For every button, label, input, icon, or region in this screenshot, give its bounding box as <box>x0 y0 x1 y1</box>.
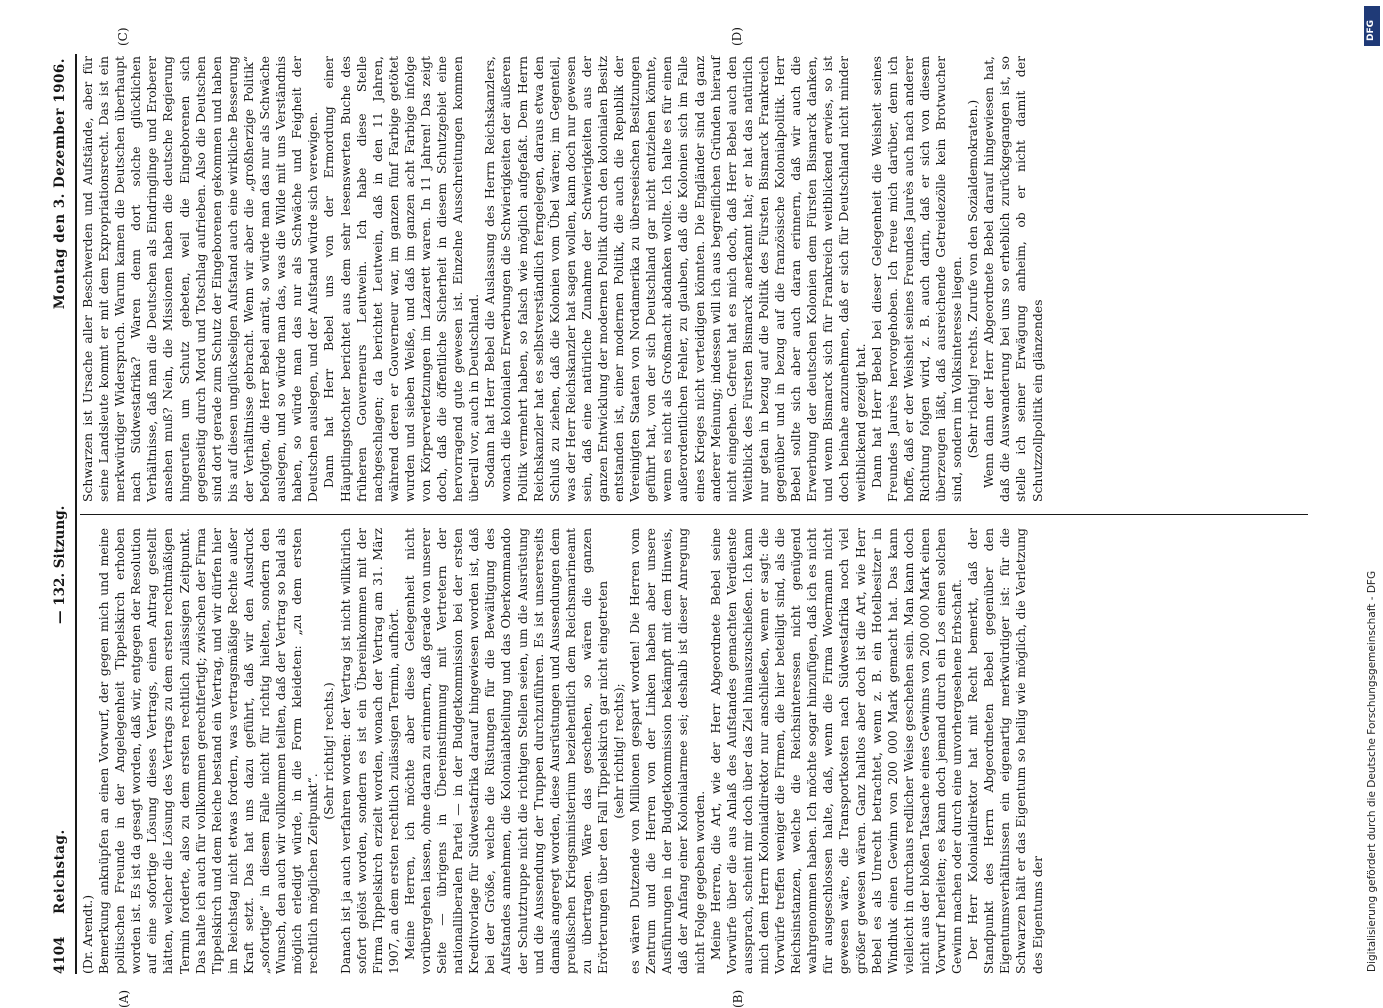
right-column-paragraph: Schwarzen ist Ursache aller Beschwerden und Aufstände, aber für seine Landsleute kommt er mit dem Expropriationsrecht. Das ist ein merkwürdiger Widerspruch. Warum kamen die Deutschen überhaupt nach Südwestafrika? Waren denn dort solche glücklichen Verhältnisse, daß man die Deutschen als Eindringlinge und Eroberer ansehen muß? Nein, die Missionen haben die deutsche Regierung hingerufen um Schutz gebeten, weil die Eingeborenen sich gegenseitig durch Mord und Totschlag aufrieben. Also die Deutschen sind dort gerade zum Schutz der Eingeborenen gekommen und haben bis auf diesen unglückseligen Aufstand auch eine wirkliche Besserung der Verhältnisse gebracht. Wenn wir aber die „großherzige Politik“ befolgten, die Herr Bebel anrät, so würde man das nur als Schwäche auslegen, und so würde man das, was die Wilde mit uns Verständnis haben, so würde man das nur als Schwäche und Feigheit der Deutschen auslegen, und der Aufstand würde sich verewigen. <box>80 56 321 502</box>
running-title-date: Montag den 3. Dezember 1906. <box>52 58 68 310</box>
right-column-paragraph: Dann hat Herr Bebel bei dieser Gelegenheit die Weisheit seines Freundes Jaurès hervorgehoben. Ich freue mich darüber, denn ich hoffe, daß er der Weisheit seines Freundes Jaurès auch nach anderer Richtung folgen wird, z. B. auch darin, daß er sich von diesem überzeugen läßt, daß ausreichende Getreidezölle kein Brotwucher sind, sondern im Volksinteresse liegen. <box>868 56 965 502</box>
left-column-paragraph: (Sehr richtig! rechts.) <box>321 682 337 820</box>
left-column-paragraph: (Dr. Arendt.) <box>80 894 95 974</box>
left-column-paragraph: Meine Herren, ich möchte aber diese Gelegenheit nicht vorübergehen lassen, ohne daran zu erinnern, daß gerade von unserer Seite — übrigens in Übereinstimmung mit Vertretern der nationalliberalen Partei — in der Budgetkommission bei der ersten Kreditvorlage für Südwestafrika darauf hingewiesen worden ist, daß bei der Größe, welche die Rüstungen für die Bewältigung des Aufstandes annehmen, die Kolonialabteilung und das Oberkommando der Schutztruppe nicht die richtigen Stellen seien, um die Ausrüstung und die Aussendung der Truppen durchzuführen. Es ist unsererseits damals angeregt worden, diese Ausrüstungen und Aussendungen dem preußischen Kriegsministerium beziehentlich dem Reichsmarineamt zu übertragen. Wäre das geschehen, so wären die ganzen Erörterungen über den Fall Tippelskirch gar nicht eingetreten <box>401 528 610 974</box>
left-column-paragraph: es wären Dutzende von Millionen gespart worden! Die Herren vom Zentrum und die Herren von der Linken haben aber unsere Ausführungen in der Budgetkommission bekämpft mit dem Hinweis, daß der Anfang einer Kolonialarmee sei; deshalb ist dieser Anregung nicht Folge gegeben worden. <box>627 528 707 974</box>
margin-marker-a: (A) <box>117 989 131 1008</box>
right-column-paragraph: Dann hat Herr Bebel uns von der Ermordung einer Häuptlingstochter berichtet aus dem sehr lesenswerten Buche des früheren Gouverneurs Leutwein. Ich habe diese Stelle nachgeschlagen; da berichtet Leutwein, daß in den 11 Jahren, während deren er Gouverneur war, im ganzen fünf Farbige getötet wurden und sieben Weiße, und daß im ganzen acht Farbige infolge von Körperverletzungen im Lazarett waren. In 11 Jahren! Das zeigt doch, daß die öffentliche Sicherheit in diesem Schutzgebiet eine hervorragend gute gewesen ist. Einzelne Ausschreitungen kommen überall vor, auch in Deutschland. <box>321 56 482 502</box>
rotated-page-content <box>50 27 1320 1008</box>
header-rule <box>75 54 77 974</box>
left-column-paragraph: Meine Herren, die Art, wie der Herr Abgeordnete Bebel seine Vorwürfe über die aus Anlaß des Aufstandes gemachten Verdienste aussprach, scheint mir doch über das Ziel hinauszuschießen. Ich kann mich dem Herrn Kolonialdirektor nur anschließen, wenn er sagt: die Vorwürfe treffen weniger die Firmen, die hier beteiligt sind, als die Reichsinstanzen, welche die Reichsinteressen nicht genügend wahrgenommen haben. Ich möchte sogar hinzufügen, daß ich es nicht für ausgeschlossen halte, daß, wenn die Firma Woermann nicht gewesen wäre, die Transportkosten nach Südwestafrika noch viel größer gewesen wären. Ganz haltlos aber doch ist die Art, wie Herr Bebel es als Unrecht betrachtet, wenn z. B. ein Hotelbesitzer in Windhuk einen Gewinn von 200 000 Mark gemacht hat. Das kann vielleicht in durchaus redlicher Weise geschehen sein. Man kann doch nicht aus der bloßen Tatsache eines Gewinns von 200 000 Mark einen Vorwurf herleiten; es kann doch jemand durch ein Los einen solchen Gewinn machen oder durch eine unvorhergesehene Erbschaft. <box>707 528 965 974</box>
left-column <box>80 528 1312 1008</box>
margin-marker-d: (D) <box>730 27 744 46</box>
left-column-paragraph: (sehr richtig! rechts); <box>611 683 627 819</box>
page-number: 4104 <box>52 936 68 974</box>
margin-marker-b: (B) <box>731 989 745 1008</box>
running-title-left: Reichstag. <box>52 829 68 914</box>
margin-marker-c: (C) <box>116 27 130 46</box>
left-column-paragraph: Bemerkung anknüpfen an einen Vorwurf, der gegen mich und meine politischen Freunde in der Angelegenheit Tippelskirch erhoben worden ist. Es ist da gesagt worden, daß wir, entgegen der Resolution auf eine sofortige Lösung dieses Vertrags, einen Antrag gestellt hätten, welcher die Lösung des Vertrags zu dem ersten rechtmäßigen Termin forderte, also zu dem ersten rechtlich zulässigen Zeitpunkt. Das halte ich auch für vollkommen gerechtfertigt; zwischen der Firma Tippelskirch und dem Reiche bestand ein Vertrag, und wir dürfen hier im Reichstag nicht etwas fordern, was vertragsmäßige Rechte außer Kraft setzt. Das hat uns dazu geführt, daß wir den Ausdruck „sofortige“ in diesem Falle nicht für richtig hielten, sondern den Wunsch, den auch wir vollkommen teilten, daß der Vertrag so bald als möglich erledigt würde, in die Form kleideten: „zu dem ersten rechtlich möglichen Zeitpunkt“. <box>96 528 321 974</box>
left-column-paragraph: Danach ist ja auch verfahren worden: der Vertrag ist nicht willkürlich sofort gelöst worden, sondern es ist ein Übereinkommen mit der Firma Tippelskirch erzielt worden, wonach der Vertrag am 31. März 1907, an dem ersten rechtlich zulässigen Termin, aufhört. <box>337 528 401 974</box>
right-column <box>80 56 1312 502</box>
right-column-paragraph: Sodann hat Herr Bebel die Auslassung des Herrn Reichskanzlers, wonach die kolonialen Erwerbungen die Schwierigkeiten der äußeren Politik vermehrt haben, so falsch wie möglich aufgefaßt. Dem Herrn Reichskanzler hat es selbstverständlich ferngelegen, daraus etwa den Schluß zu ziehen, daß die Kolonien vom Übel wären; im Gegenteil, was der Herr Reichskanzler hat sagen wollen, kann doch nur gewesen sein, daß eine natürliche Zunahme der Schwierigkeiten aus der ganzen Entwicklung der modernen Politik durch den kolonialen Besitz entstanden ist, einer modernen Politik, die auch die Republik der Vereinigten Staaten von Nordamerika zu überseeischen Besitzungen geführt hat, von der sich Deutschland gar nicht entziehen könnte, wenn es nicht als Großmacht abdanken wollte. Ich halte es für einen außerordentlichen Fehler, zu glauben, daß die Kolonien sich im Falle eines Krieges nicht verteidigen könnten. Die Engländer sind da ganz anderer Meinung; indessen will ich aus begreiflichen Gründen hierauf nicht eingehen. Gefreut hat es mich doch, daß Herr Bebel auch den Weitblick des Fürsten Bismarck anerkannt hat; er hat das natürlich nur getan in bezug auf die Politik des Fürsten Bismarck Frankreich gegenüber und in bezug auf die französische Kolonialpolitik. Herr Bebel sollte sich aber auch daran erinnern, daß wir auch die Erwerbung der deutschen Kolonien dem Fürsten Bismarck danken, und wenn Bismarck sich für Frankreich weitblickend erwies, so ist doch beinahe anzunehmen, daß er sich für Deutschland nicht minder weitblickend gezeigt hat. <box>482 56 868 502</box>
right-column-paragraph: Wenn dann der Herr Abgeordnete Bebel darauf hingewiesen hat, daß die Auswanderung bei uns so erheblich zurückgegangen ist, so stelle ich seiner Erwägung anheim, ob er nicht damit der Schutzzollpolitik ein glänzendes <box>981 56 1045 502</box>
digitization-credit: Digitalisierung gefördert durch die Deutsche Forschungsgemeinschaft - DFG <box>1366 570 1378 972</box>
right-column-paragraph: (Sehr richtig! rechts. Zurufe von den Sozialdemokraten.) <box>965 99 981 459</box>
page-header <box>50 54 74 974</box>
session-title: — 132. Sitzung. <box>52 505 68 624</box>
column-divider <box>80 514 1308 515</box>
dfg-logo-text: DFG <box>1366 19 1376 41</box>
left-column-paragraph: Der Herr Kolonialdirektor hat mit Recht bemerkt, daß der Standpunkt des Herrn Abgeordneten Bebel gegenüber den Eigentumsverhältnissen ein eigenartig merkwürdiger ist: für die Schwarzen hält er das Eigentum so heilig wie möglich, die Verletzung des Eigentums der <box>965 528 1045 974</box>
